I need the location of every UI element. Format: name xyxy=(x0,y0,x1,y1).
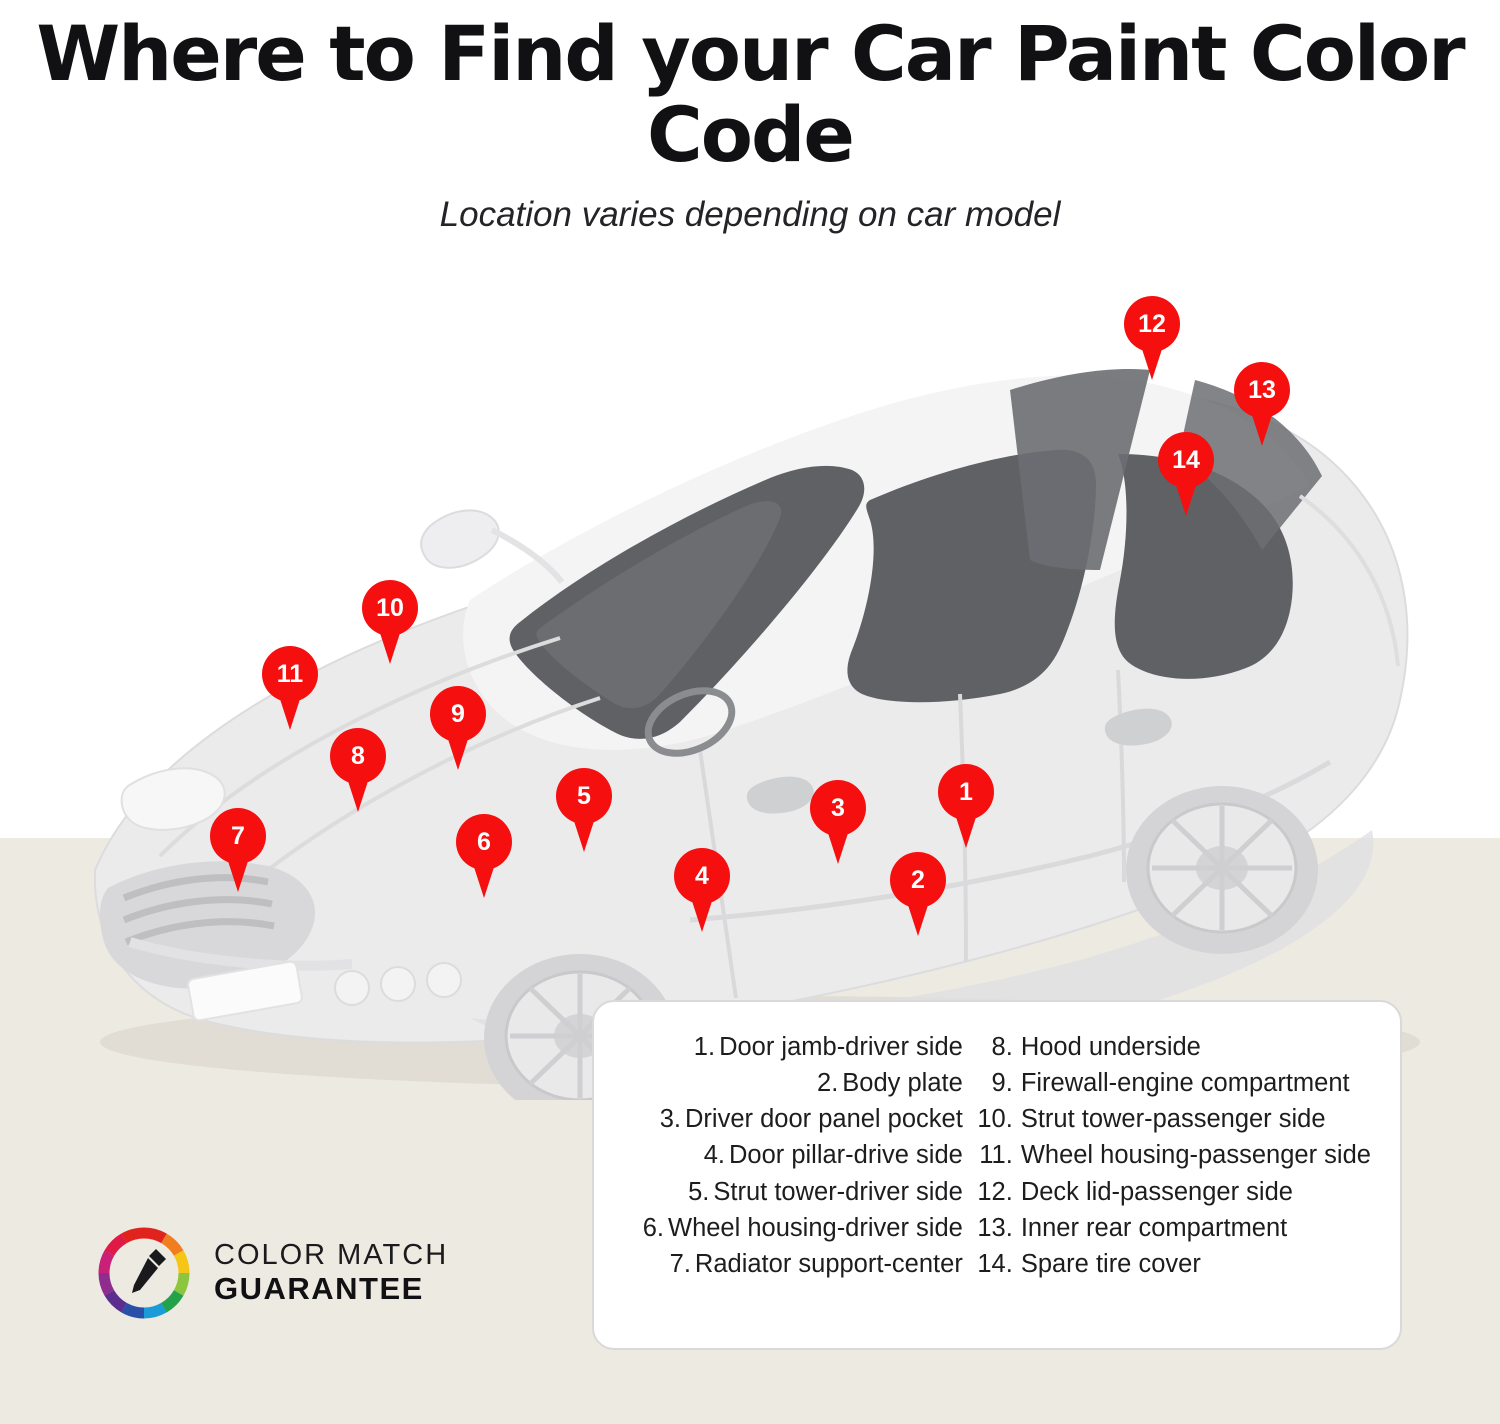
dropper-glyph xyxy=(132,1249,166,1293)
marker-5[interactable] xyxy=(556,768,612,824)
legend-text: Body plate xyxy=(842,1069,963,1098)
legend-item xyxy=(630,1066,963,1100)
marker-12[interactable] xyxy=(1124,296,1180,352)
marker-label: 2 xyxy=(911,865,925,894)
legend-number: 2. xyxy=(817,1069,839,1098)
legend-text: Inner rear compartment xyxy=(1020,1213,1288,1242)
color-wheel-dropper-icon xyxy=(96,1225,192,1321)
brand-line-1: COLOR MATCH xyxy=(214,1239,449,1272)
legend-text: Strut tower-passenger side xyxy=(1020,1105,1326,1134)
legend-text: Strut tower-driver side xyxy=(713,1177,963,1206)
legend-number: 10. xyxy=(977,1105,1013,1134)
header xyxy=(0,0,1500,235)
legend-text: Door jamb-driver side xyxy=(719,1033,963,1061)
marker-label: 8 xyxy=(351,741,365,770)
legend-number: 1. xyxy=(693,1033,716,1061)
legend-number: 11. xyxy=(979,1141,1013,1170)
legend-column-right xyxy=(969,1030,1371,1328)
legend-panel xyxy=(592,1000,1402,1350)
marker-label: 7 xyxy=(231,821,245,850)
legend-text: Radiator support-center xyxy=(694,1249,963,1278)
brand-line-2: GUARANTEE xyxy=(214,1270,424,1306)
legend-text: Hood underside xyxy=(1020,1033,1201,1061)
marker-label: 9 xyxy=(451,699,465,728)
page-subtitle: Location varies depending on car model xyxy=(439,195,1061,235)
legend-item xyxy=(969,1211,1371,1245)
marker-11[interactable] xyxy=(262,646,318,702)
side-mirror xyxy=(421,510,499,567)
legend-number: 13. xyxy=(977,1213,1013,1242)
marker-label: 13 xyxy=(1248,375,1276,404)
marker-label: 3 xyxy=(831,793,845,822)
marker-label: 1 xyxy=(959,777,973,806)
marker-label: 11 xyxy=(276,659,304,688)
legend-item xyxy=(630,1030,963,1064)
legend-item xyxy=(969,1102,1371,1136)
marker-14[interactable] xyxy=(1158,432,1214,488)
marker-13[interactable] xyxy=(1234,362,1290,418)
legend-item xyxy=(630,1102,963,1136)
legend-item xyxy=(969,1175,1371,1209)
legend-number: 5. xyxy=(688,1177,710,1206)
legend-number: 3. xyxy=(659,1105,681,1134)
marker-10[interactable] xyxy=(362,580,418,636)
legend-number: 4. xyxy=(703,1141,725,1170)
legend-column-left xyxy=(630,1030,969,1328)
marker-3[interactable] xyxy=(810,780,866,836)
legend-item xyxy=(630,1138,963,1172)
legend-number: 6. xyxy=(642,1213,664,1242)
legend-text: Door pillar-drive side xyxy=(728,1141,963,1170)
rear-wheel xyxy=(1126,786,1318,954)
page-title: Where to Find your Car Paint Color Code xyxy=(36,9,1464,179)
legend-number: 8. xyxy=(991,1033,1013,1061)
legend-text: Driver door panel pocket xyxy=(685,1105,963,1134)
marker-1[interactable] xyxy=(938,764,994,820)
legend-text: Wheel housing-driver side xyxy=(668,1213,963,1242)
legend-item xyxy=(969,1066,1371,1100)
legend-item xyxy=(630,1247,963,1281)
legend-number: 9. xyxy=(991,1069,1013,1098)
legend-number: 14. xyxy=(977,1249,1013,1278)
marker-7[interactable] xyxy=(210,808,266,864)
legend-text: Spare tire cover xyxy=(1020,1249,1201,1278)
marker-label: 12 xyxy=(1138,309,1166,338)
legend-number: 7. xyxy=(669,1249,691,1278)
legend-text: Wheel housing-passenger side xyxy=(1020,1141,1371,1170)
marker-9[interactable] xyxy=(430,686,486,742)
marker-label: 14 xyxy=(1172,445,1200,474)
legend-number: 12. xyxy=(977,1177,1013,1206)
marker-8[interactable] xyxy=(330,728,386,784)
legend-item xyxy=(969,1138,1371,1172)
car-body xyxy=(95,369,1408,1100)
legend-item xyxy=(969,1247,1371,1281)
marker-label: 6 xyxy=(477,827,491,856)
marker-6[interactable] xyxy=(456,814,512,870)
marker-label: 4 xyxy=(695,861,709,890)
legend-item xyxy=(969,1030,1371,1064)
marker-label: 5 xyxy=(577,781,591,810)
marker-2[interactable] xyxy=(890,852,946,908)
marker-label: 10 xyxy=(376,593,404,622)
legend-item xyxy=(630,1211,963,1245)
legend-text: Firewall-engine compartment xyxy=(1020,1069,1350,1098)
brand-logo xyxy=(96,1218,516,1328)
legend-text: Deck lid-passenger side xyxy=(1020,1177,1293,1206)
legend-item xyxy=(630,1175,963,1209)
marker-4[interactable] xyxy=(674,848,730,904)
